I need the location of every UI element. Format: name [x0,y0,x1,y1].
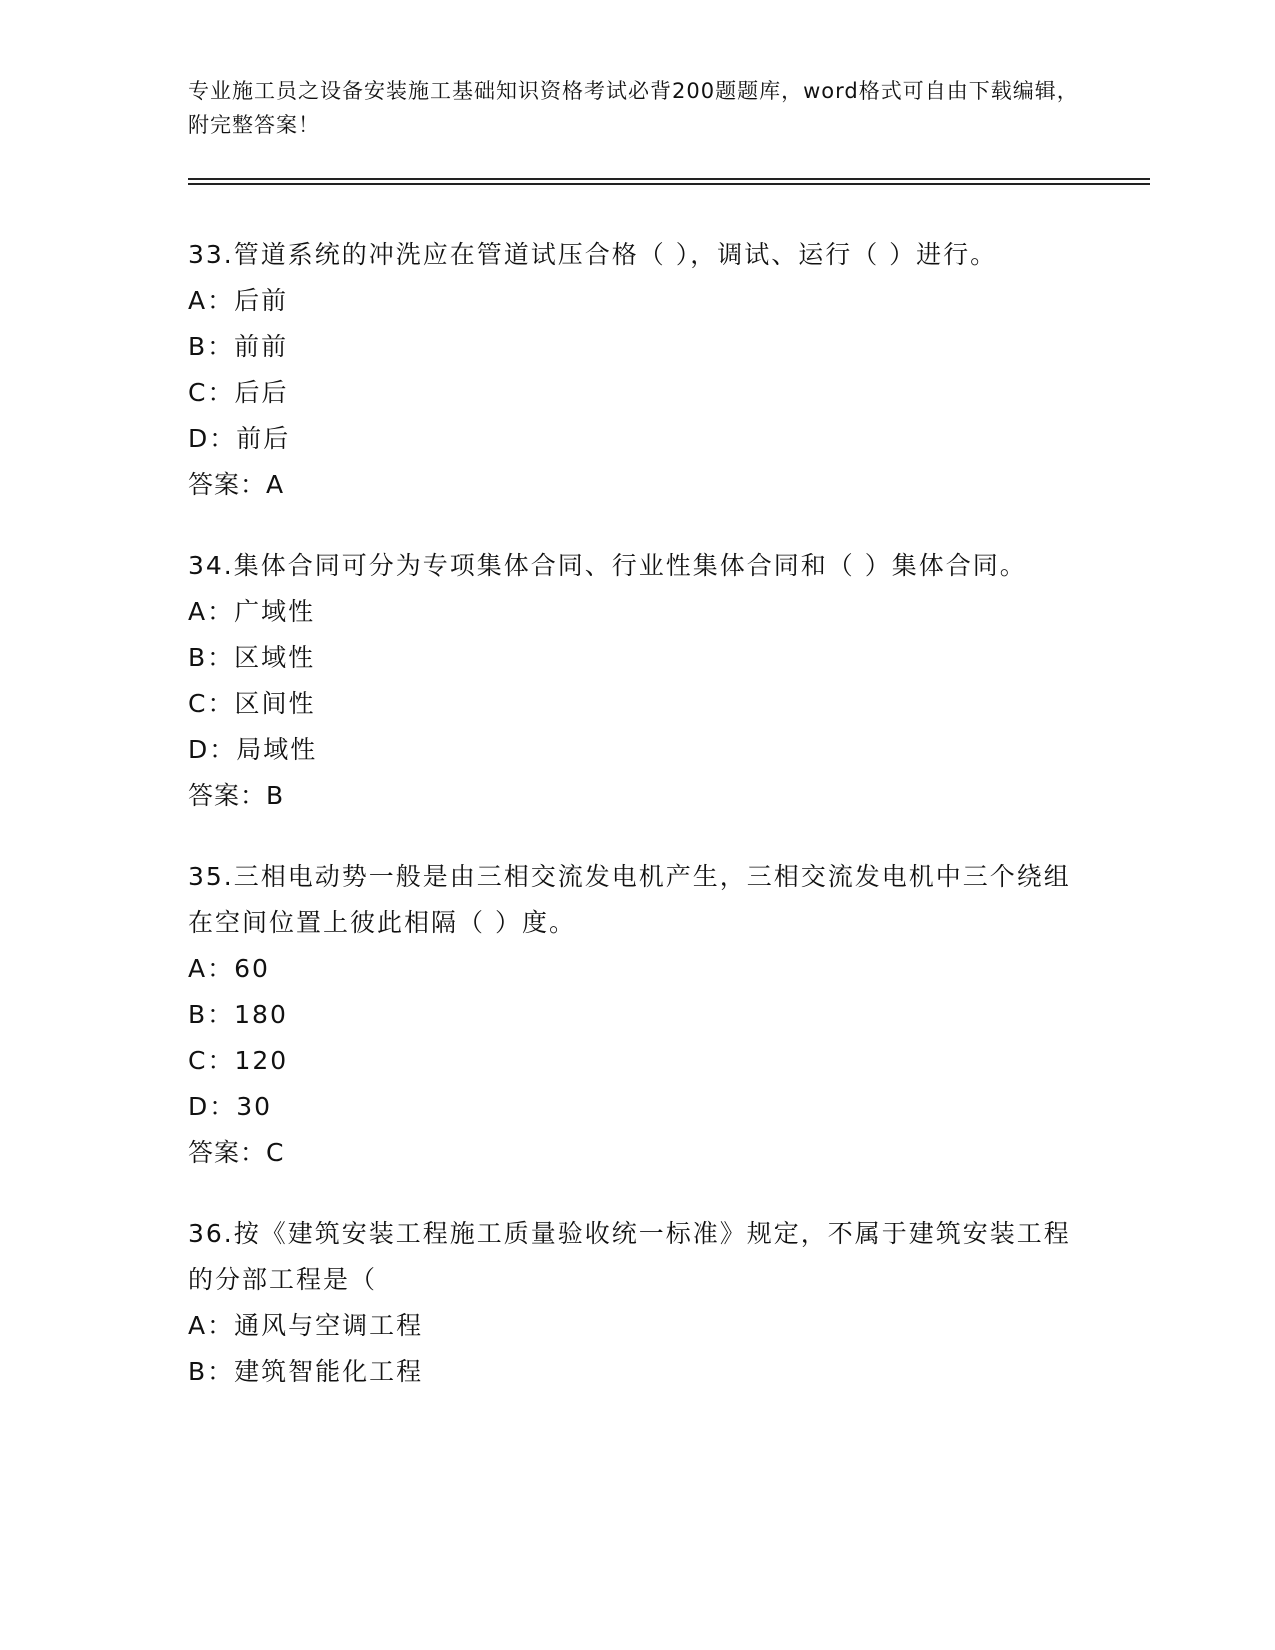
question-stem: 33.管道系统的冲洗应在管道试压合格（ ），调试、运行（ ）进行。 [188,240,998,269]
question-34 [188,543,1088,819]
question-33 [188,232,1088,508]
option-a: A：后前 [188,286,289,315]
question-stem: 36.按《建筑安装工程施工质量验收统一标准》规定，不属于建筑安装工程的分部工程是（ [188,1219,1071,1294]
option-b: B：180 [188,1000,288,1029]
option-c: C：120 [188,1046,289,1075]
question-36 [188,1211,1088,1395]
option-a: A：通风与空调工程 [188,1311,424,1340]
question-stem: 35.三相电动势一般是由三相交流发电机产生，三相交流发电机中三个绕组在空间位置上彼此相隔（ ）度。 [188,862,1071,937]
option-b: B：建筑智能化工程 [188,1357,424,1386]
option-c: C：后后 [188,378,289,407]
header-divider-bottom [188,183,1150,185]
option-a: A：广域性 [188,597,316,626]
option-c: C：区间性 [188,689,316,718]
option-d: D：局域性 [188,735,318,764]
option-b: B：前前 [188,332,289,361]
document-header: 专业施工员之设备安装施工基础知识资格考试必背200题题库，word格式可自由下载编辑，附完整答案！ [188,79,1079,137]
option-b: B：区域性 [188,643,316,672]
option-d: D：前后 [188,424,291,453]
question-list [188,232,1088,1430]
option-a: A：60 [188,954,270,983]
question-stem: 34.集体合同可分为专项集体合同、行业性集体合同和（ ）集体合同。 [188,551,1027,580]
header-divider-top [188,178,1150,180]
answer: 答案：C [188,1138,285,1167]
question-35 [188,854,1088,1176]
answer: 答案：B [188,781,285,810]
option-d: D：30 [188,1092,273,1121]
answer: 答案：A [188,470,285,499]
